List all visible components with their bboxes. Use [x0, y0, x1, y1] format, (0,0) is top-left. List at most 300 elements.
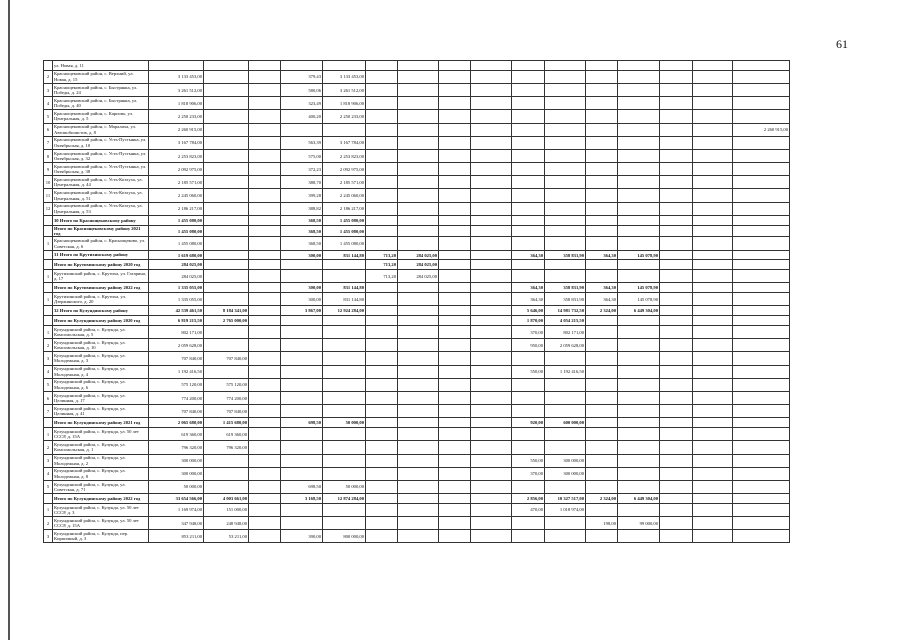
value-cell: 2 065 680,00: [149, 418, 204, 428]
value-cell: 364,30: [586, 250, 618, 260]
value-cell: 8 184 341,00: [204, 306, 249, 316]
value-cell: [586, 418, 618, 428]
table-row: [44, 441, 790, 454]
table-row: [44, 176, 790, 189]
address-cell: Кулундинский район, с. Кулунда, ул. Комсомольская, д. 10: [53, 339, 149, 352]
value-cell: [471, 202, 512, 215]
value-cell: [323, 326, 366, 339]
value-cell: [733, 418, 790, 428]
value-cell: [733, 136, 790, 149]
value-cell: [398, 378, 439, 391]
value-cell: [249, 378, 281, 391]
value-cell: [204, 70, 249, 83]
value-cell: 800 000,00: [323, 530, 366, 543]
value-cell: [439, 352, 471, 365]
value-cell: [660, 454, 693, 467]
value-cell: [733, 70, 790, 83]
value-cell: [545, 70, 586, 83]
value-cell: [439, 176, 471, 189]
value-cell: 2 260 915,00: [149, 123, 204, 136]
value-cell: [398, 110, 439, 123]
value-cell: 2 856,00: [512, 494, 545, 504]
value-cell: [733, 454, 790, 467]
address-cell: Краснощековский район, с. Усть-Пустынка, ул. Октябрьская, д. 32: [53, 149, 149, 162]
value-cell: [204, 293, 249, 306]
value-cell: [366, 339, 398, 352]
value-cell: 10 327 517,00: [545, 494, 586, 504]
value-cell: 1 192 416,50: [545, 365, 586, 378]
value-cell: [398, 339, 439, 352]
value-cell: [249, 391, 281, 404]
value-cell: [471, 517, 512, 530]
row-number-cell: 6: [44, 391, 53, 404]
value-cell: [512, 530, 545, 543]
value-cell: [586, 149, 618, 162]
value-cell: [439, 339, 471, 352]
value-cell: 300,00: [281, 293, 323, 306]
table-total-row: [44, 250, 790, 260]
value-cell: [398, 237, 439, 250]
value-cell: [660, 326, 693, 339]
value-cell: [618, 97, 660, 110]
value-cell: [660, 83, 693, 96]
value-cell: 2 324,00: [586, 494, 618, 504]
value-cell: 400,20: [281, 110, 323, 123]
value-cell: 2 324,00: [586, 306, 618, 316]
value-cell: [693, 326, 733, 339]
address-cell: Краснощековский район, с. Усть-Пустынка, ул. Октябрьская, д. 38: [53, 163, 149, 176]
value-cell: [204, 136, 249, 149]
value-cell: [204, 270, 249, 283]
value-cell: [660, 163, 693, 176]
table-row: [44, 97, 790, 110]
value-cell: [366, 530, 398, 543]
value-cell: [366, 352, 398, 365]
value-cell: [693, 391, 733, 404]
value-cell: 323,49: [281, 97, 323, 110]
row-number-cell: [44, 250, 53, 260]
value-cell: [618, 270, 660, 283]
value-cell: 1 455 080,00: [323, 237, 366, 250]
value-cell: [660, 428, 693, 441]
value-cell: [471, 149, 512, 162]
value-cell: [439, 110, 471, 123]
address-cell: Кулундинский район, с. Кулунда, ул. 50 лет СССР, д. 15А: [53, 517, 149, 530]
value-cell: [204, 365, 249, 378]
value-cell: [281, 517, 323, 530]
row-number-cell: 1: [44, 270, 53, 283]
value-cell: [398, 418, 439, 428]
value-cell: [366, 316, 398, 326]
value-cell: 1 818 906,00: [323, 97, 366, 110]
value-cell: 707 840,00: [204, 405, 249, 418]
value-cell: [660, 149, 693, 162]
value-cell: 2 253 823,00: [323, 149, 366, 162]
value-cell: [439, 97, 471, 110]
value-cell: [366, 189, 398, 202]
value-cell: [545, 123, 586, 136]
value-cell: [733, 293, 790, 306]
value-cell: [545, 237, 586, 250]
value-cell: [618, 83, 660, 96]
row-number-cell: 4: [44, 97, 53, 110]
value-cell: [733, 405, 790, 418]
value-cell: [323, 316, 366, 326]
table-row: [44, 391, 790, 404]
value-cell: 550,00: [512, 365, 545, 378]
value-cell: [249, 83, 281, 96]
value-cell: [281, 123, 323, 136]
value-cell: 370,00: [512, 467, 545, 480]
value-cell: [512, 202, 545, 215]
value-cell: [249, 339, 281, 352]
value-cell: [586, 503, 618, 516]
value-cell: [366, 225, 398, 237]
value-cell: [660, 283, 693, 293]
value-cell: [733, 61, 790, 71]
value-cell: [439, 480, 471, 493]
value-cell: [693, 530, 733, 543]
value-cell: [660, 110, 693, 123]
address-cell: 32 Итого по Кулундинскому району: [53, 306, 149, 316]
row-number-cell: 12: [44, 202, 53, 215]
page-number: 61: [836, 37, 848, 51]
value-cell: [545, 202, 586, 215]
value-cell: [398, 306, 439, 316]
value-cell: [618, 189, 660, 202]
value-cell: [366, 467, 398, 480]
value-cell: [281, 326, 323, 339]
value-cell: [660, 480, 693, 493]
value-cell: [439, 70, 471, 83]
table-row: [44, 378, 790, 391]
value-cell: [471, 480, 512, 493]
address-cell: Краснощековский район, с. Карпово, ул. Центральная, д. 5: [53, 110, 149, 123]
address-cell: Краснощековский район, с. Усть-Козлуха, ул. Центральная, д. 44: [53, 176, 149, 189]
value-cell: [733, 215, 790, 225]
row-number-cell: 6: [44, 123, 53, 136]
value-cell: [618, 503, 660, 516]
repair-schedule-table: [43, 60, 790, 543]
value-cell: 53 211,00: [204, 530, 249, 543]
value-cell: [398, 283, 439, 293]
address-cell: Итого по Кулундинскому району 2021 год: [53, 418, 149, 428]
value-cell: 1 415 680,00: [204, 418, 249, 428]
value-cell: [471, 110, 512, 123]
value-cell: [204, 202, 249, 215]
value-cell: [586, 202, 618, 215]
address-cell: Крутихинский район, с. Крутиха, ул. Гагарина, д. 17: [53, 270, 149, 283]
value-cell: [618, 391, 660, 404]
value-cell: [693, 405, 733, 418]
value-cell: 2 186 217,00: [149, 202, 204, 215]
value-cell: [398, 149, 439, 162]
value-cell: [693, 97, 733, 110]
value-cell: [733, 149, 790, 162]
value-cell: [733, 306, 790, 316]
value-cell: [281, 365, 323, 378]
value-cell: 99 000,00: [618, 517, 660, 530]
table-total-row: [44, 316, 790, 326]
value-cell: 379,43: [281, 70, 323, 83]
value-cell: [618, 136, 660, 149]
value-cell: [733, 316, 790, 326]
value-cell: [249, 237, 281, 250]
value-cell: [660, 237, 693, 250]
value-cell: [249, 70, 281, 83]
address-cell: Краснощековский район, с. Маралиха, ул. Автомобилистов, д. 8: [53, 123, 149, 136]
value-cell: [586, 176, 618, 189]
value-cell: [693, 306, 733, 316]
value-cell: [693, 70, 733, 83]
value-cell: 2 250 233,00: [323, 110, 366, 123]
value-cell: [545, 441, 586, 454]
value-cell: 284 025,00: [398, 250, 439, 260]
value-cell: [512, 391, 545, 404]
value-cell: [586, 163, 618, 176]
value-cell: [249, 293, 281, 306]
row-number-cell: 1: [44, 326, 53, 339]
value-cell: [439, 136, 471, 149]
value-cell: [398, 316, 439, 326]
value-cell: [204, 189, 249, 202]
value-cell: [249, 480, 281, 493]
value-cell: [398, 202, 439, 215]
value-cell: [204, 480, 249, 493]
value-cell: [471, 237, 512, 250]
value-cell: 713,20: [366, 270, 398, 283]
value-cell: [471, 97, 512, 110]
value-cell: [618, 339, 660, 352]
value-cell: [281, 378, 323, 391]
value-cell: 358 831,90: [545, 293, 586, 306]
value-cell: [204, 61, 249, 71]
value-cell: [471, 494, 512, 504]
value-cell: [512, 480, 545, 493]
value-cell: [512, 237, 545, 250]
value-cell: [545, 405, 586, 418]
value-cell: [733, 110, 790, 123]
value-cell: [398, 189, 439, 202]
value-cell: [366, 237, 398, 250]
value-cell: 713,20: [366, 260, 398, 270]
value-cell: [733, 237, 790, 250]
value-cell: [586, 405, 618, 418]
value-cell: [693, 83, 733, 96]
value-cell: [204, 237, 249, 250]
value-cell: [398, 405, 439, 418]
value-cell: [693, 202, 733, 215]
value-cell: [733, 163, 790, 176]
value-cell: [281, 428, 323, 441]
value-cell: [471, 467, 512, 480]
table-row: [44, 110, 790, 123]
value-cell: 1 192 416,50: [149, 365, 204, 378]
value-cell: [471, 326, 512, 339]
table-row: [44, 326, 790, 339]
value-cell: [439, 454, 471, 467]
value-cell: [366, 365, 398, 378]
value-cell: [586, 260, 618, 270]
value-cell: [471, 405, 512, 418]
value-cell: [693, 378, 733, 391]
value-cell: [439, 316, 471, 326]
value-cell: [204, 225, 249, 237]
value-cell: [618, 215, 660, 225]
table-row: [44, 123, 790, 136]
value-cell: [660, 189, 693, 202]
value-cell: [439, 530, 471, 543]
table-row: [44, 530, 790, 543]
table-row: [44, 480, 790, 493]
value-cell: [366, 494, 398, 504]
value-cell: [733, 326, 790, 339]
value-cell: [618, 418, 660, 428]
value-cell: [733, 352, 790, 365]
value-cell: [398, 428, 439, 441]
value-cell: [398, 70, 439, 83]
value-cell: [366, 326, 398, 339]
table-total-row: [44, 306, 790, 316]
value-cell: [471, 225, 512, 237]
value-cell: [660, 61, 693, 71]
row-number-cell: [44, 306, 53, 316]
table-row: [44, 149, 790, 162]
row-number-cell: 5: [44, 480, 53, 493]
value-cell: [618, 163, 660, 176]
value-cell: 619 360,00: [149, 428, 204, 441]
value-cell: [398, 391, 439, 404]
value-cell: [693, 454, 733, 467]
value-cell: [204, 176, 249, 189]
value-cell: 4 003 661,00: [204, 494, 249, 504]
value-cell: [586, 225, 618, 237]
value-cell: [512, 441, 545, 454]
table-row: [44, 237, 790, 250]
value-cell: [281, 61, 323, 71]
row-number-cell: 10: [44, 176, 53, 189]
row-number-cell: 1: [44, 237, 53, 250]
value-cell: [660, 391, 693, 404]
value-cell: [660, 418, 693, 428]
value-cell: 368,50: [281, 225, 323, 237]
table-total-row: [44, 225, 790, 237]
value-cell: 2 059 628,00: [545, 339, 586, 352]
value-cell: [693, 149, 733, 162]
value-cell: [281, 260, 323, 270]
value-cell: [586, 110, 618, 123]
address-cell: Итого по Крутихинскому району 2020 год: [53, 260, 149, 270]
address-cell: Итого по Краснощековскому району 2021 год: [53, 225, 149, 237]
value-cell: [545, 163, 586, 176]
row-number-cell: 5: [44, 378, 53, 391]
value-cell: [439, 441, 471, 454]
value-cell: 2 092 975,00: [149, 163, 204, 176]
value-cell: [249, 503, 281, 516]
value-cell: [281, 391, 323, 404]
value-cell: [660, 494, 693, 504]
value-cell: 50 000,00: [149, 480, 204, 493]
table-total-row: [44, 260, 790, 270]
value-cell: [586, 339, 618, 352]
value-cell: [512, 163, 545, 176]
row-number-cell: 1: [44, 503, 53, 516]
value-cell: 774 200,00: [204, 391, 249, 404]
value-cell: [471, 441, 512, 454]
value-cell: 2 260 915,00: [733, 123, 790, 136]
value-cell: [366, 83, 398, 96]
value-cell: [660, 215, 693, 225]
value-cell: [366, 405, 398, 418]
value-cell: [471, 391, 512, 404]
value-cell: [512, 260, 545, 270]
value-cell: 920,00: [512, 418, 545, 428]
table-row: [44, 189, 790, 202]
value-cell: [586, 123, 618, 136]
value-cell: [660, 202, 693, 215]
value-cell: [249, 110, 281, 123]
value-cell: 853 211,00: [149, 530, 204, 543]
value-cell: 2 245 060,00: [149, 189, 204, 202]
value-cell: [693, 293, 733, 306]
value-cell: 284 025,00: [398, 270, 439, 283]
value-cell: [545, 378, 586, 391]
value-cell: [249, 316, 281, 326]
table-row: [44, 405, 790, 418]
value-cell: [586, 378, 618, 391]
value-cell: [471, 260, 512, 270]
value-cell: [281, 270, 323, 283]
value-cell: 358 831,90: [545, 250, 586, 260]
row-number-cell: [44, 316, 53, 326]
value-cell: [733, 176, 790, 189]
value-cell: 5 646,00: [512, 306, 545, 316]
value-cell: [618, 480, 660, 493]
value-cell: [693, 110, 733, 123]
value-cell: [586, 428, 618, 441]
value-cell: [204, 123, 249, 136]
address-cell: Краснощековский район, с. Усть-Пустынка, ул. Октябрьская, д. 10: [53, 136, 149, 149]
value-cell: 151 000,00: [204, 503, 249, 516]
value-cell: 300,00: [281, 283, 323, 293]
value-cell: [618, 467, 660, 480]
value-cell: [366, 283, 398, 293]
value-cell: 399,28: [281, 189, 323, 202]
value-cell: [366, 149, 398, 162]
row-number-cell: 4: [44, 365, 53, 378]
value-cell: [398, 454, 439, 467]
value-cell: [398, 365, 439, 378]
value-cell: [398, 123, 439, 136]
table-row: [44, 454, 790, 467]
value-cell: 1 455 080,00: [149, 237, 204, 250]
value-cell: 50 000,00: [323, 418, 366, 428]
value-cell: 6 449 304,00: [618, 494, 660, 504]
value-cell: [204, 110, 249, 123]
value-cell: [660, 306, 693, 316]
value-cell: [366, 503, 398, 516]
value-cell: [366, 176, 398, 189]
value-cell: [733, 189, 790, 202]
table-row: [44, 339, 790, 352]
value-cell: 300 000,00: [149, 467, 204, 480]
value-cell: [660, 123, 693, 136]
value-cell: [512, 61, 545, 71]
value-cell: [660, 270, 693, 283]
value-cell: [439, 250, 471, 260]
value-cell: [693, 260, 733, 270]
value-cell: [512, 149, 545, 162]
